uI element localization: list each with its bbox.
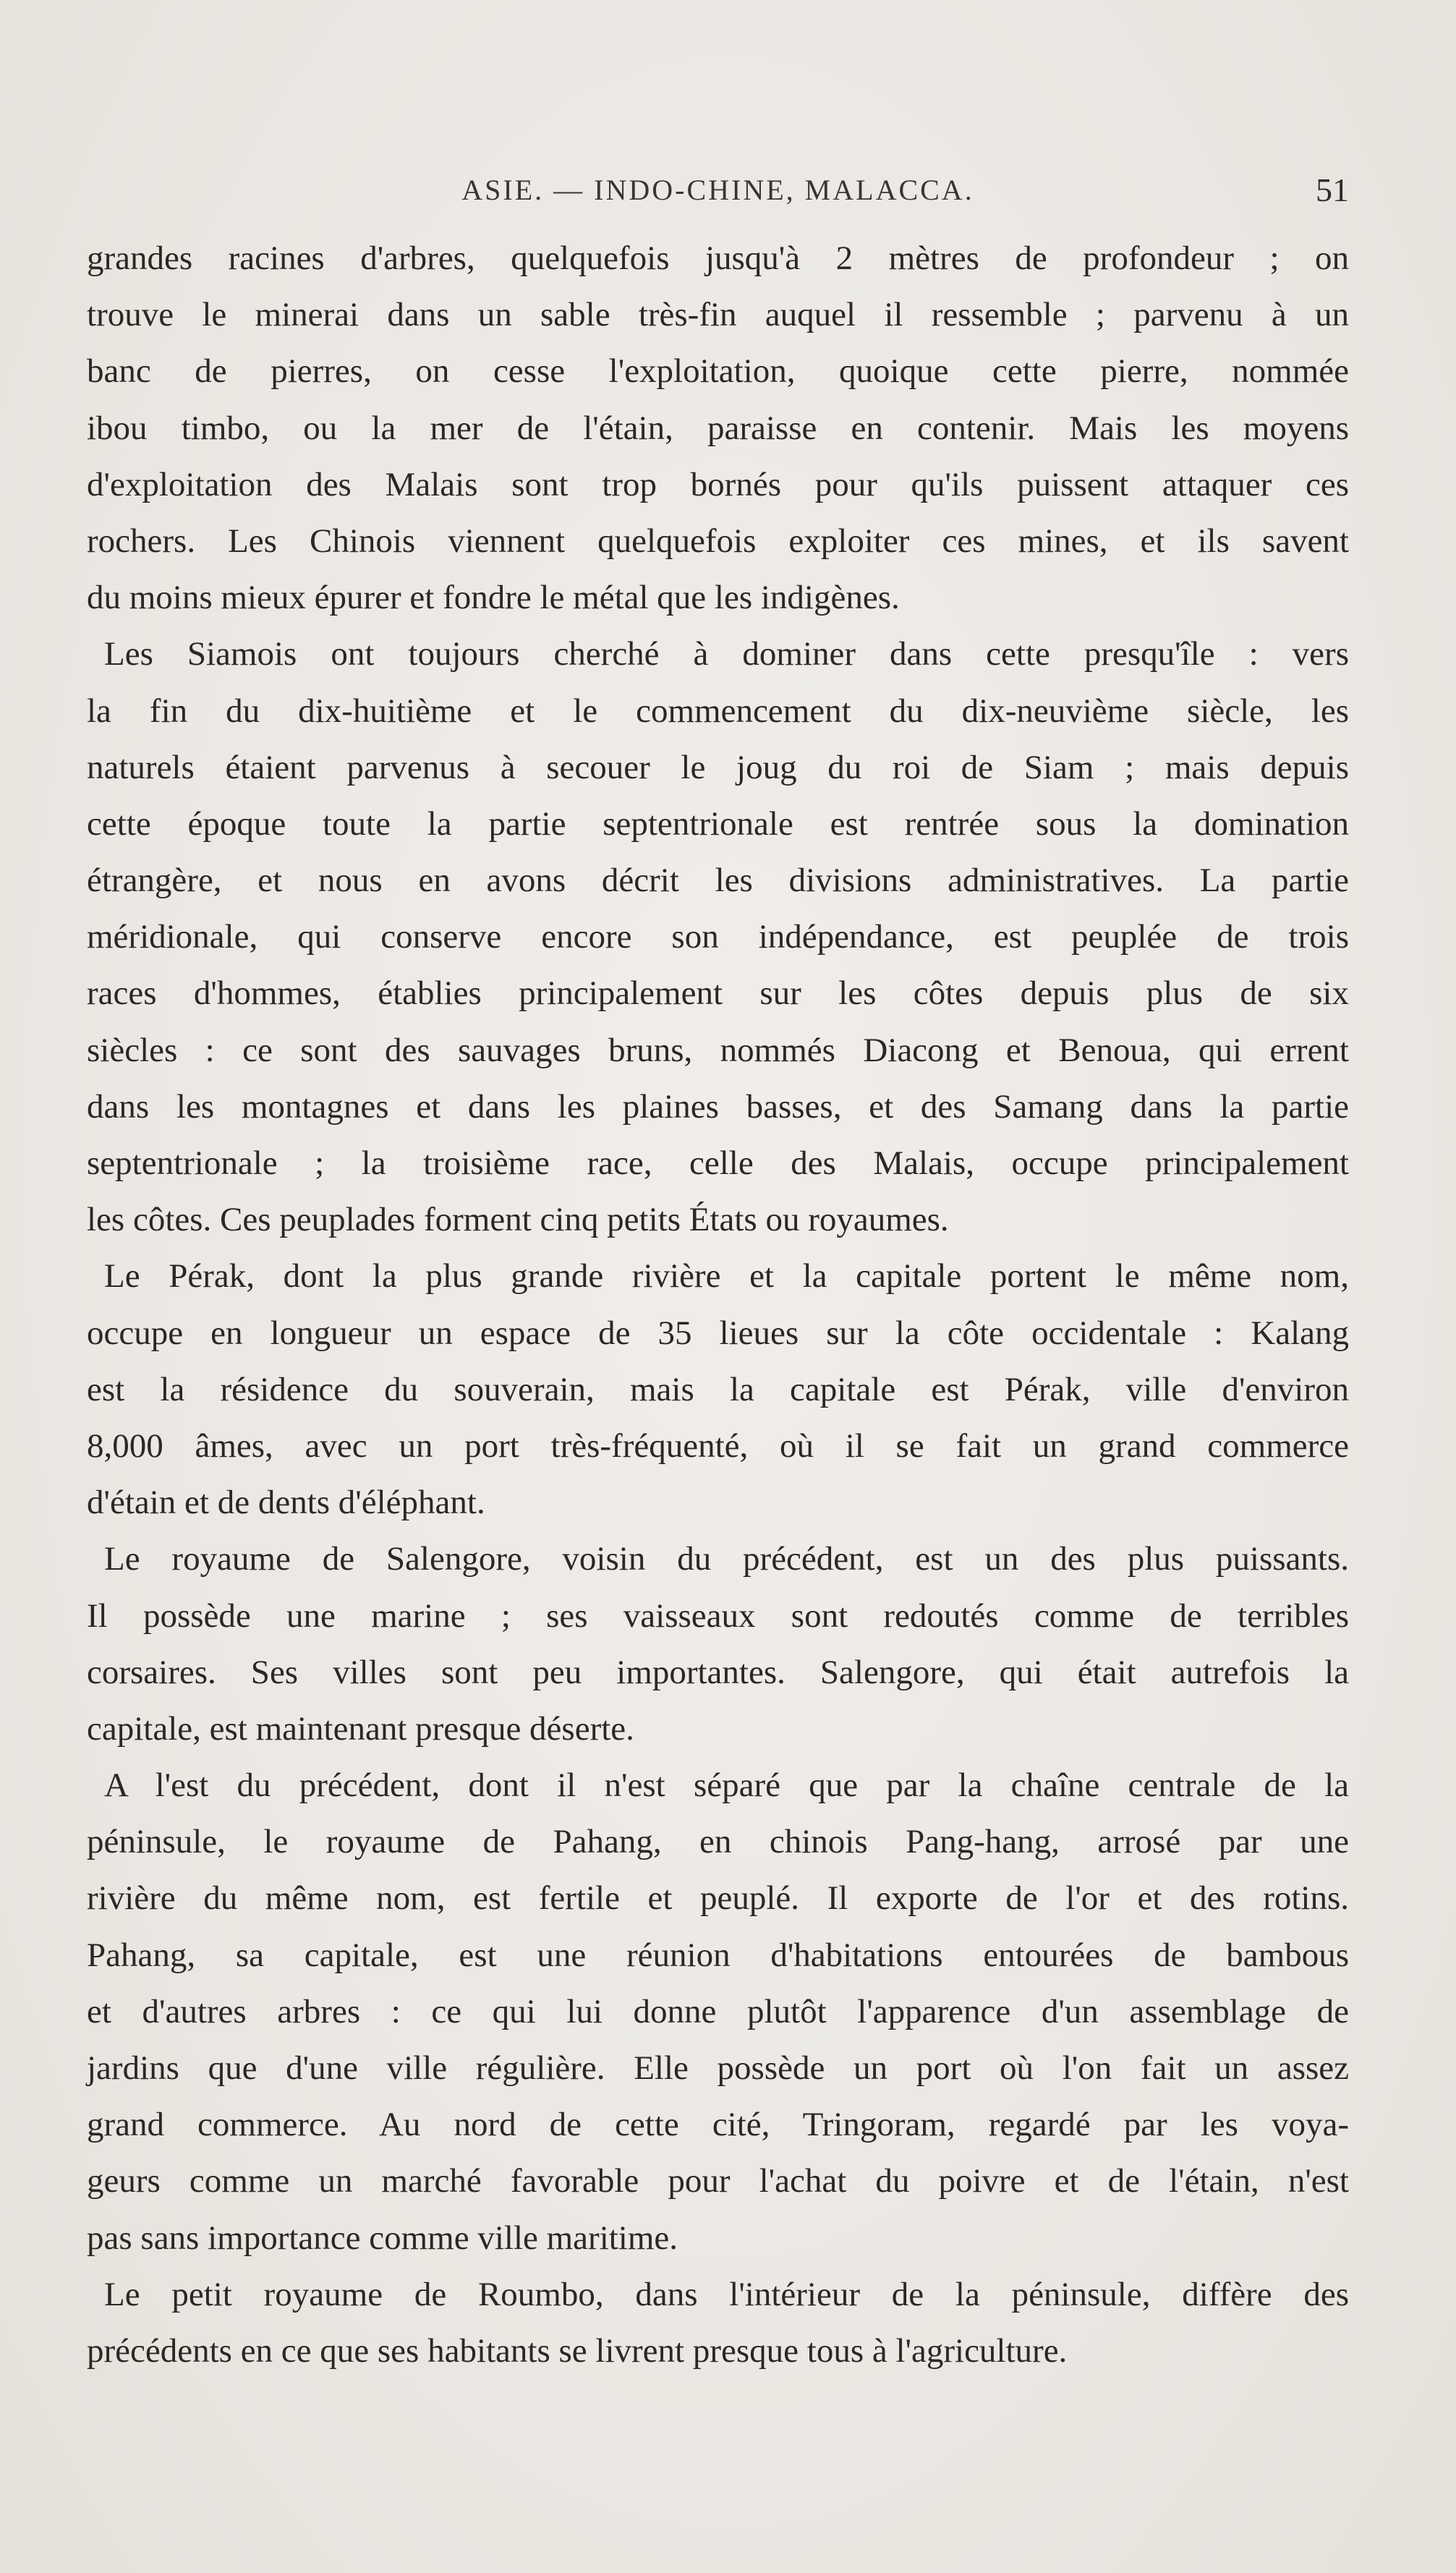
text-line: d'exploitation des Malais sont trop bornés pour qu'ils puissent attaquer ces <box>87 465 1349 503</box>
paragraph-first-line: Le royaume de Salengore, voisin du précédent, est un des plus puissants. <box>104 1540 1349 1578</box>
text-line: méridionale, qui conserve encore son indépendance, est peuplée de trois <box>87 918 1349 956</box>
text-line: la fin du dix-huitième et le commencement du dix-neuvième siècle, les <box>87 692 1349 730</box>
text-line: geurs comme un marché favorable pour l'achat du poivre et de l'étain, n'est <box>87 2162 1349 2200</box>
paragraph-first-line: Les Siamois ont toujours cherché à dominer dans cette presqu'île : vers <box>104 635 1349 673</box>
text-line: dans les montagnes et dans les plaines basses, et des Samang dans la partie <box>87 1087 1349 1126</box>
text-line: les côtes. Ces peuplades forment cinq petits États ou royaumes. <box>87 1201 949 1239</box>
text-line: Il possède une marine ; ses vaisseaux sont redoutés comme de terribles <box>87 1596 1349 1635</box>
running-head <box>87 172 1349 208</box>
text-line: corsaires. Ses villes sont peu importantes. Salengore, qui était autrefois la <box>87 1653 1349 1691</box>
text-line: siècles : ce sont des sauvages bruns, nommés Diacong et Benoua, qui errent <box>87 1031 1349 1069</box>
text-line: occupe en longueur un espace de 35 lieues sur la côte occidentale : Kalang <box>87 1314 1349 1352</box>
text-line: trouve le minerai dans un sable très-fin auquel il ressemble ; parvenu à un <box>87 296 1349 334</box>
text-line: pas sans importance comme ville maritime. <box>87 2219 678 2257</box>
text-line: d'étain et de dents d'éléphant. <box>87 1484 485 1522</box>
text-line: banc de pierres, on cesse l'exploitation, quoique cette pierre, nommée <box>87 352 1349 391</box>
text-line: 8,000 âmes, avec un port très-fréquenté, où il se fait un grand commerce <box>87 1426 1349 1465</box>
text-line: races d'hommes, établies principalement sur les côtes depuis plus de six <box>87 974 1349 1013</box>
text-line: est la résidence du souverain, mais la capitale est Pérak, ville d'environ <box>87 1370 1349 1408</box>
text-line: grandes racines d'arbres, quelquefois jusqu'à 2 mètres de profondeur ; on <box>87 239 1349 277</box>
paragraph-first-line: A l'est du précédent, dont il n'est séparé que par la chaîne centrale de la <box>104 1766 1349 1805</box>
text-line: précédents en ce que ses habitants se livrent presque tous à l'agriculture. <box>87 2331 1068 2370</box>
paragraph-first-line: Le petit royaume de Roumbo, dans l'intérieur de la péninsule, diffère des <box>104 2275 1349 2313</box>
text-line: péninsule, le royaume de Pahang, en chinois Pang-hang, arrosé par une <box>87 1823 1349 1861</box>
text-line: grand commerce. Au nord de cette cité, Tringoram, regardé par les voya- <box>87 2106 1349 2144</box>
text-line: Pahang, sa capitale, est une réunion d'habitations entourées de bambous <box>87 1936 1349 1974</box>
text-line: jardins que d'une ville régulière. Elle possède un port où l'on fait un assez <box>87 2049 1349 2087</box>
text-line: capitale, est maintenant presque déserte. <box>87 1709 634 1748</box>
text-line: septentrionale ; la troisième race, celle des Malais, occupe principalement <box>87 1144 1349 1182</box>
page-number: 51 <box>1316 171 1349 208</box>
text-line: étrangère, et nous en avons décrit les divisions administratives. La partie <box>87 862 1349 900</box>
text-line: rochers. Les Chinois viennent quelquefois exploiter ces mines, et ils savent <box>87 522 1349 560</box>
text-line: ibou timbo, ou la mer de l'étain, paraisse en contenir. Mais les moyens <box>87 409 1349 447</box>
text-line: et d'autres arbres : ce qui lui donne plutôt l'apparence d'un assemblage de <box>87 1992 1349 2030</box>
paragraph-first-line: Le Pérak, dont la plus grande rivière et la capitale portent le même nom, <box>104 1257 1349 1296</box>
running-title: ASIE. — INDO-CHINE, MALACCA. <box>461 174 974 206</box>
text-line: du moins mieux épurer et fondre le métal que les indigènes. <box>87 579 900 617</box>
text-line: cette époque toute la partie septentrionale est rentrée sous la domination <box>87 804 1349 843</box>
text-line: rivière du même nom, est fertile et peuplé. Il exporte de l'or et des rotins. <box>87 1879 1349 1918</box>
body-text <box>87 230 1349 2379</box>
text-line: naturels étaient parvenus à secouer le joug du roi de Siam ; mais depuis <box>87 748 1349 786</box>
